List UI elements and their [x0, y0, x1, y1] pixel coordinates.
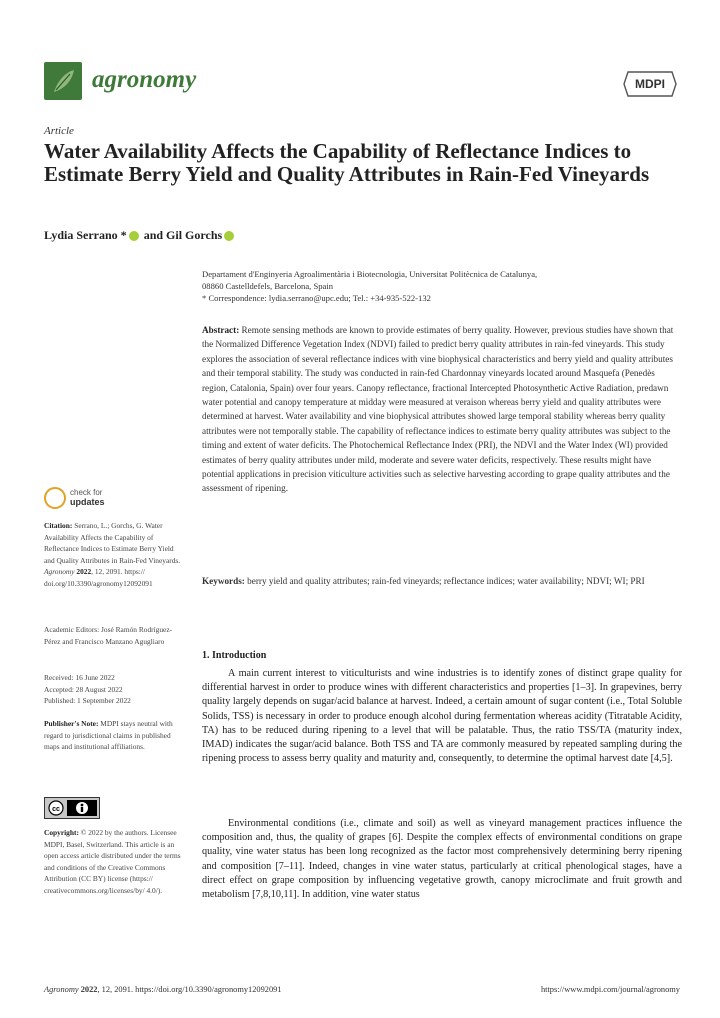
abstract-label: Abstract:	[202, 325, 240, 335]
intro-paragraph-1	[202, 667, 682, 766]
author-1[interactable]: Lydia Serrano *	[44, 228, 127, 242]
check-for-updates-icon[interactable]	[44, 487, 66, 509]
correspondence: * Correspondence: lydia.serrano@upc.edu; Tel.: +34-935-522-132	[202, 293, 431, 303]
article-title: Water Availability Affects the Capability of Reflectance Indices to Estimate Berry Yield and Quality Attributes in Rain-Fed Vineyards	[44, 139, 650, 186]
publisher-name: MDPI	[635, 77, 665, 91]
leaf-icon	[44, 62, 82, 100]
accepted-date: Accepted: 28 August 2022	[44, 684, 123, 694]
author-separator: and	[140, 228, 167, 242]
footer-url[interactable]: https://www.mdpi.com/journal/agronomy	[540, 985, 680, 994]
citation-label: Citation:	[44, 521, 73, 530]
received-date: Received: 16 June 2022	[44, 673, 115, 682]
mdpi-logo	[622, 68, 678, 100]
affiliation-line: 08860 Castelldefels, Barcelona, Spain	[202, 281, 334, 291]
copyright	[44, 827, 184, 897]
footer-doi[interactable]: , 12, 2091. https://doi.org/10.3390/agronomy12092091	[97, 985, 282, 994]
updates-label[interactable]: updates	[70, 497, 105, 507]
paragraph-text: Environmental conditions (i.e., climate and soil) as well as vineyard management practices influence the composition and, thus, the quality of grapes [6]. Despite the complex effects of environmental conditions on grape quality, vine water status has been long recognized as the factor most comprehensively determining berry ripening and composition [7–11]. Indeed, changes in vine water status, particularly at critical phenological stages, have a direct effect on grape composition by influencing vegetative growth, canopy microclimate and fruit growth and metabolism [7,8,10,11]. In addition, vine water status	[202, 818, 682, 901]
affiliation	[202, 268, 682, 304]
keywords-label: Keywords:	[202, 576, 245, 586]
author-2[interactable]: Gil Gorchs	[166, 228, 223, 242]
dates	[44, 672, 184, 707]
intro-paragraph-2	[202, 817, 682, 902]
paragraph-text: A main current interest to viticulturists and wine industries is to identify zones of distinct grape quality for differential harvest in order to produce wines with different characteristics and properties [1–3]. In grapevines, berry quality largely depends on sugar/acid balance at harvest. Indeed, a certain amount of sugar content (i.e., Total Soluble Solids, TSS) is necessary in order to produce enough alcohol during fermentation whereas acidity (Titratable Acidity, TA) has to be reduced during ripening to a level that will be palatable. Thus, the ratio TSS/TA (maturity index, IMAD) indicates the sugar/acid balance. Both TSS and TA are commonly measured by repeated sampling during the ripening process to assess berry quality and maturity and, consequently, to determine the optimal harvest date [4,5].	[202, 668, 682, 765]
author-list	[44, 228, 236, 243]
publisher-note-label: Publisher's Note:	[44, 719, 99, 728]
svg-text:cc: cc	[52, 806, 60, 813]
footer-citation	[44, 985, 282, 994]
copyright-text: © 2022 by the authors. Licensee MDPI, Basel, Switzerland. This article is an open access article distributed under the terms and conditions of the Creative Commons Attribution (CC BY) license (https:// creativecommons.org/licenses/by/ 4.0/).	[44, 828, 181, 895]
publisher-note	[44, 718, 184, 753]
journal-name: agronomy	[92, 66, 197, 93]
footer-journal: Agronomy	[44, 985, 79, 994]
footer-year: 2022	[80, 985, 98, 994]
copyright-label: Copyright:	[44, 828, 79, 837]
orcid-icon[interactable]	[224, 231, 234, 241]
citation-text: Serrano, L.; Gorchs, G. Water Availability Affects the Capability of Reflectance Indices to Estimate Berry Yield and Quality Attributes in Rain-Fed Vineyards.	[44, 521, 181, 565]
citation-journal: Agronomy	[44, 567, 75, 577]
section-heading: 1. Introduction	[202, 650, 267, 661]
article-type: Article	[44, 125, 74, 137]
abstract-text: Remote sensing methods are known to provide estimates of berry quality. However, previous studies have shown that the Normalized Difference Vegetation Index (NDVI) failed to predict berry quality attributes in rain-fed vineyards. This study explores the association of several reflectance indices with vine biophysical characteristics and berry yield and quality attributes and their temporal stability. The study was conducted in rain-fed Chardonnay vineyards located around Masquefa (Penedès region, Catalonia, Spain) over four years. Canopy reflectance, fractional Intercepted Photosynthetic Active Radiation, predawn water potential and canopy temperature at midday were measured at veraison whereas berry yield and quality attributes were determined at harvest. Water availability and vine biophysical attributes showed large temporal stability whereas berry quality attributes were not temporally stable. The capability of reflectance indices to estimate berry quality attributes was subject to the timing and extent of water deficits. The Photochemical Reflectance Index (PRI), the NDVI and the Water Index (WI) provided estimates of berry quality attributes under mild, moderate and severe water deficits, respectively. These results might have potential applications in precision viticulture activities such as selective harvesting according to grape quality attributes and the assessment of ripening.	[202, 325, 674, 494]
citation	[44, 520, 184, 590]
publisher-note-text: MDPI stays neutral with regard to jurisdictional claims in published maps and institutional affiliations.	[44, 719, 173, 752]
citation-doi[interactable]: , 12, 2091. https:// doi.org/10.3390/agronomy12092091	[44, 567, 153, 588]
check-for-updates-label[interactable]: check for	[70, 488, 103, 497]
academic-editors: Academic Editors: José Ramón Rodríguez-Pérez and Francisco Manzano Agugliaro	[44, 625, 173, 646]
keywords	[202, 574, 682, 588]
orcid-icon[interactable]	[129, 231, 139, 241]
published-date: Published: 1 September 2022	[44, 696, 131, 706]
journal-logo	[44, 62, 82, 100]
cc-by-license-badge[interactable]	[44, 797, 100, 819]
keywords-text: berry yield and quality attributes; rain-fed vineyards; reflectance indices; water availability; NDVI; WI; PRI	[247, 576, 645, 586]
abstract	[202, 323, 682, 496]
citation-year: 2022	[76, 567, 92, 577]
affiliation-line: Departament d'Enginyeria Agroalimentària i Biotecnologia, Universitat Politècnica de Catalunya,	[202, 269, 538, 279]
